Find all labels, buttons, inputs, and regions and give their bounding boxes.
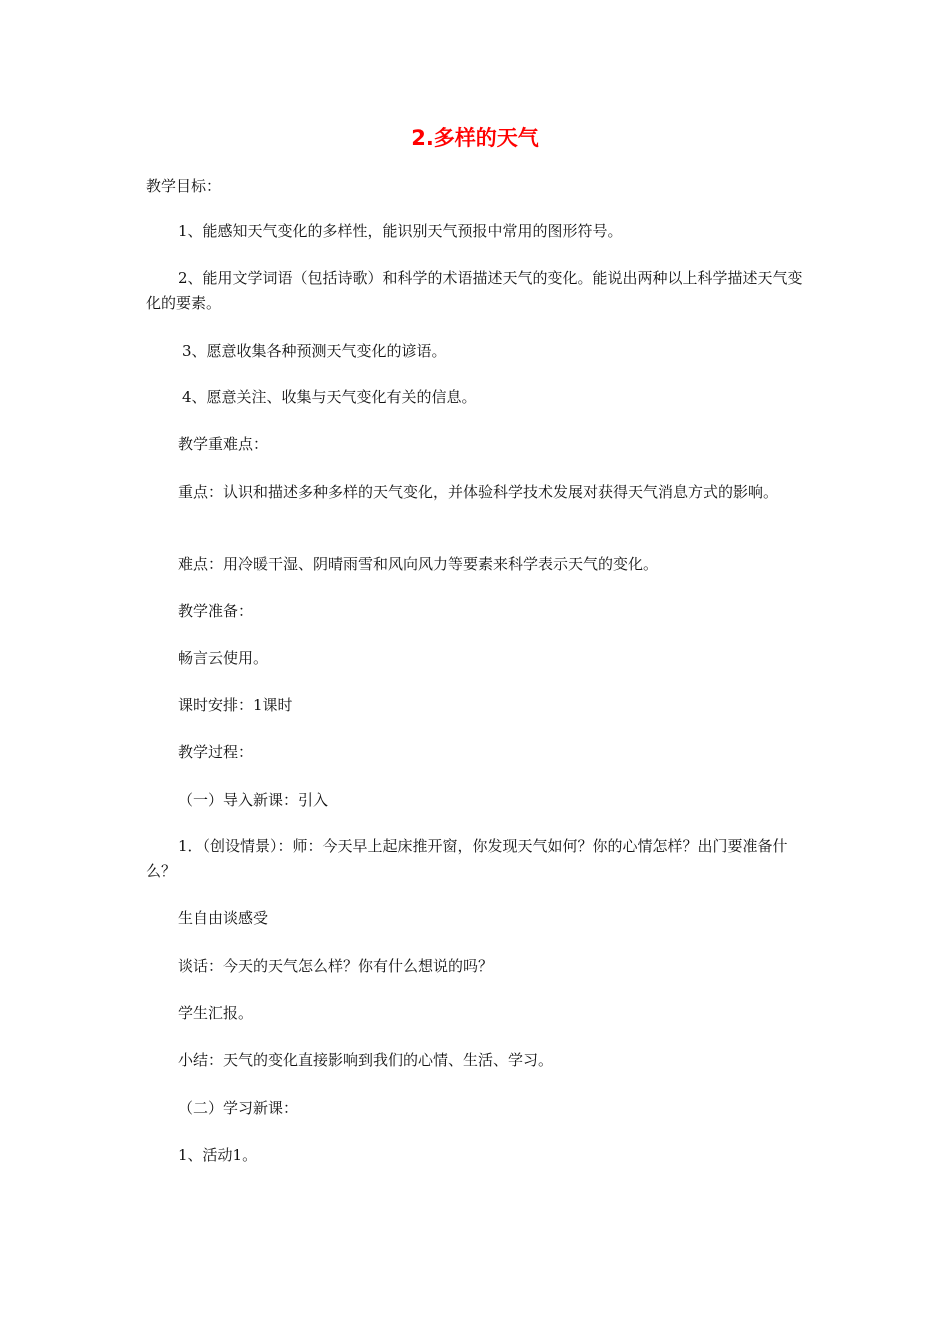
paragraph-section-2-heading: （二）学习新课：: [178, 1099, 299, 1117]
paragraph-student-report: 学生汇报。: [178, 1004, 254, 1022]
paragraph-teaching-goals-heading: 教学目标：: [146, 177, 222, 195]
paragraph-conversation: 谈话：今天的天气怎么样？你有什么想说的吗？: [178, 957, 494, 975]
paragraph-activity-1: 1、活动1。: [178, 1146, 258, 1164]
document-title: 2.多样的天气: [411, 126, 539, 150]
paragraph-preparation-heading: 教学准备：: [178, 602, 254, 620]
paragraph-goal-4: 4、愿意关注、收集与天气变化有关的信息。: [182, 388, 477, 406]
paragraph-students-talk: 生自由谈感受: [178, 909, 269, 927]
paragraph-section-1-heading: （一）导入新课：引入: [178, 791, 329, 809]
paragraph-summary: 小结：天气的变化直接影响到我们的心情、生活、学习。: [178, 1051, 554, 1069]
paragraph-process-heading: 教学过程：: [178, 743, 254, 761]
paragraph-step-1: 1．（创设情景）：师：今天早上起床推开窗，你发现天气如何？你的心情怎样？出门要准备什么？: [146, 837, 788, 880]
paragraph-goal-1: 1、能感知天气变化的多样性，能识别天气预报中常用的图形符号。: [178, 222, 623, 240]
paragraph-key-point: 重点：认识和描述多种多样的天气变化，并体验科学技术发展对获得天气消息方式的影响。: [178, 483, 779, 501]
paragraph-schedule: 课时安排：1课时: [178, 696, 293, 714]
paragraph-goal-3: 3、愿意收集各种预测天气变化的谚语。: [182, 342, 447, 360]
paragraph-goal-2: 2、能用文学词语（包括诗歌）和科学的术语描述天气的变化。能说出两种以上科学描述天气变化的要素。: [146, 269, 803, 312]
paragraph-difficult-point: 难点：用冷暖干湿、阴晴雨雪和风向风力等要素来科学表示天气的变化。: [178, 555, 659, 573]
paragraph-key-points-heading: 教学重难点：: [178, 435, 269, 453]
paragraph-preparation: 畅言云使用。: [178, 649, 269, 667]
